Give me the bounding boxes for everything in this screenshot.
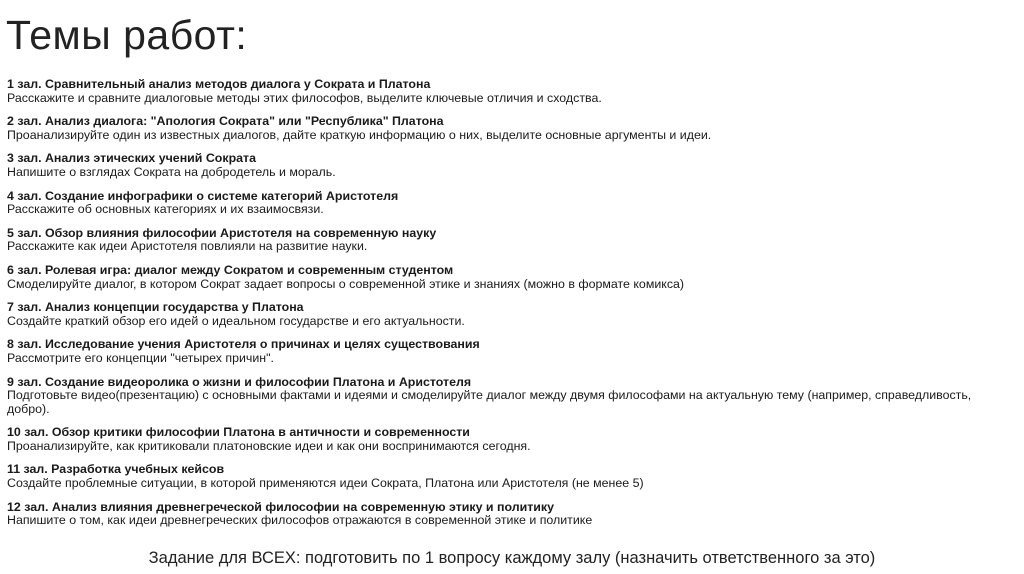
topic-description: Подготовьте видео(презентацию) с основными фактами и идеями и смоделируйте диалог между двумя философами на актуальную тему (например, справедливость, добро). <box>7 388 972 416</box>
topic-description: Проанализируйте один из известных диалогов, дайте краткую информацию о них, выделите основные аргументы и идеи. <box>7 127 712 142</box>
topic-title: 8 зал. Исследование учения Аристотеля о причинах и целях существования <box>7 337 480 352</box>
topic-item <box>7 190 997 217</box>
topic-description: Расскажите как идеи Аристотеля повлияли на развитие науки. <box>7 239 368 254</box>
topic-item <box>7 426 997 453</box>
topic-item <box>7 376 997 417</box>
topic-title: 9 зал. Создание видеоролика о жизни и философии Платона и Аристотеля <box>7 374 472 389</box>
topic-description: Смоделируйте диалог, в котором Сократ задает вопросы о современной этике и знаниях (можно в формате комикса) <box>7 276 685 291</box>
topic-title: 4 зал. Создание инфографики о системе категорий Аристотеля <box>7 188 399 203</box>
topic-title: 2 зал. Анализ диалога: "Апология Сократа" или "Республика" Платона <box>7 114 444 129</box>
topic-title: 12 зал. Анализ влияния древнегреческой философии на современную этику и политику <box>7 499 554 514</box>
topic-item <box>7 338 997 365</box>
topic-description: Расскажите и сравните диалоговые методы этих философов, выделите ключевые отличия и сходства. <box>7 90 602 105</box>
topic-description: Напишите о взглядах Сократа на добродетель и мораль. <box>7 164 336 179</box>
topic-title: 3 зал. Анализ этических учений Сократа <box>7 151 256 166</box>
topic-title: 10 зал. Обзор критики философии Платона в античности и современности <box>7 425 470 440</box>
topic-title: 1 зал. Сравнительный анализ методов диалога у Сократа и Платона <box>7 77 431 91</box>
topic-description: Проанализируйте, как критиковали платоновские идеи и как они воспринимаются сегодня. <box>7 438 531 453</box>
topics-list <box>7 78 997 538</box>
assignment-footer: Задание для ВСЕХ: подготовить по 1 вопросу каждому залу (назначить ответственного за это) <box>148 549 876 567</box>
topic-title: 5 зал. Обзор влияния философии Аристотеля на современную науку <box>7 225 437 240</box>
slide-title: Темы работ: <box>6 12 248 58</box>
topic-item <box>7 115 997 142</box>
topic-item <box>7 501 997 528</box>
topic-item <box>7 264 997 291</box>
topic-item <box>7 152 997 179</box>
topic-description: Напишите о том, как идеи древнегреческих философов отражаются в современной этике и политике <box>7 513 593 528</box>
topic-title: 11 зал. Разработка учебных кейсов <box>7 462 225 477</box>
topic-item <box>7 301 997 328</box>
topic-title: 6 зал. Ролевая игра: диалог между Сократом и современным студентом <box>7 262 454 277</box>
topic-item <box>7 463 997 490</box>
topic-description: Расскажите об основных категориях и их взаимосвязи. <box>7 202 324 217</box>
topic-description: Создайте краткий обзор его идей о идеальном государстве и его актуальности. <box>7 313 465 328</box>
topic-title: 7 зал. Анализ концепции государства у Платона <box>7 300 304 315</box>
topic-item <box>7 227 997 254</box>
topic-description: Создайте проблемные ситуации, в которой применяются идеи Сократа, Платона или Аристотеля (не менее 5) <box>7 476 644 491</box>
topic-item <box>7 78 997 105</box>
topic-description: Рассмотрите его концепции "четырех причин". <box>7 350 274 365</box>
